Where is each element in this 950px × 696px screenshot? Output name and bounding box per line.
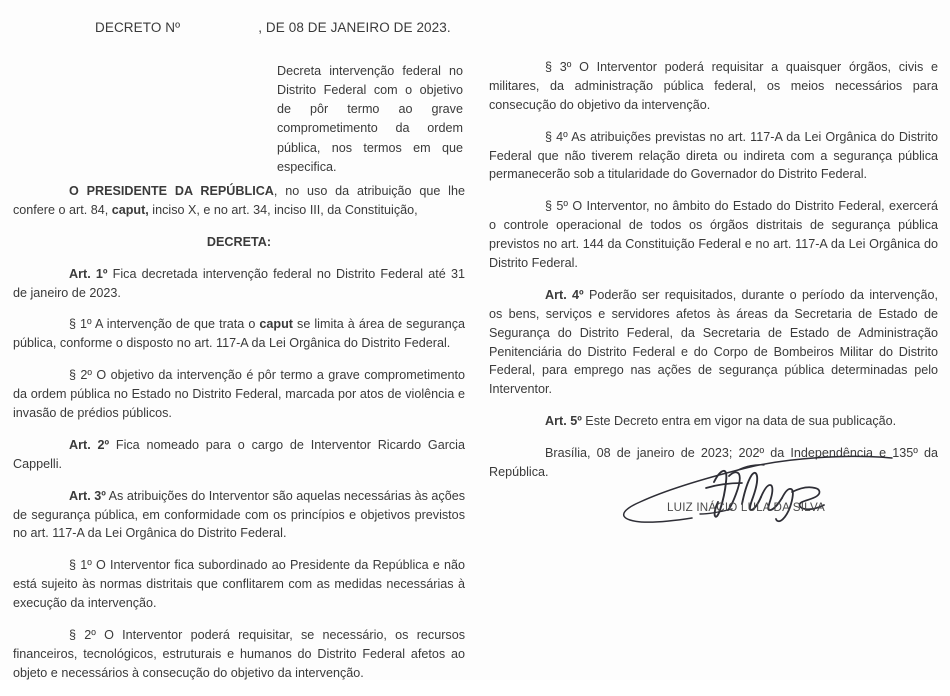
article-3-paragraph-1 bbox=[13, 556, 465, 613]
signature-block bbox=[596, 452, 896, 527]
article-1-label: Art. 1º bbox=[69, 266, 108, 281]
article-3-text: As atribuições do Interventor são aquelas necessárias às ações de segurança pública, em conformidade com os princípios e objetivos previstos no art. 117-A da Lei Orgânica do Distrito Federal. bbox=[13, 488, 465, 541]
article-3-paragraph-4-text: As atribuições previstas no art. 117-A da Lei Orgânica do Distrito Federal que não tiverem relação direta ou indireta com a segurança pública permanecerão sob a titularidade do Governador do Distrito Federal. bbox=[489, 129, 938, 182]
article-5 bbox=[489, 412, 938, 431]
article-3-paragraph-2-label: § 2º bbox=[69, 628, 96, 643]
article-1-paragraph-1-label: § 1º bbox=[69, 317, 92, 332]
article-2-text: Fica nomeado para o cargo de Interventor Ricardo Garcia Cappelli. bbox=[13, 437, 465, 471]
article-3-paragraph-3-text: O Interventor poderá requisitar a quaisquer órgãos, civis e militares, da administração pública federal, os meios necessários para consecução do objetivo da intervenção. bbox=[489, 60, 939, 112]
article-2-label: Art. 2º bbox=[69, 437, 110, 452]
ementa-summary: Decreta intervenção federal no Distrito Federal com o objetivo de pôr termo ao grave comprometimento da ordem pública, nos termos em que especifica. bbox=[277, 64, 463, 174]
article-3-paragraph-5-label: § 5º bbox=[545, 199, 568, 214]
document-header bbox=[95, 20, 451, 35]
decree-number-label: DECRETO Nº bbox=[95, 20, 181, 35]
article-5-label: Art. 5º bbox=[545, 414, 582, 429]
article-1-paragraph-2 bbox=[13, 366, 465, 423]
dateline: Brasília, 08 de janeiro de 2023; 202º da Independência e 135º da República. bbox=[489, 446, 938, 480]
article-4-label: Art. 4º bbox=[545, 287, 584, 302]
article-3 bbox=[13, 487, 465, 544]
article-3-paragraph-1-text: O Interventor fica subordinado ao Presidente da República e não está sujeito às normas distritais que conflitarem com as medidas necessárias à execução da intervenção. bbox=[13, 558, 465, 611]
signatory-name: LUIZ INÁCIO LULA DA SILVA bbox=[667, 501, 825, 514]
preamble-authority: O PRESIDENTE DA REPÚBLICA bbox=[69, 184, 274, 198]
preamble-paragraph bbox=[13, 182, 465, 220]
article-3-paragraph-4 bbox=[489, 128, 938, 185]
preamble-caput: caput, bbox=[111, 202, 149, 217]
decree-date-text: , DE 08 DE JANEIRO DE 2023. bbox=[258, 20, 451, 35]
article-1 bbox=[13, 265, 465, 303]
article-3-paragraph-2 bbox=[13, 626, 465, 683]
preamble-rest-1: , no uso da atribuição que lhe confere o art. 84, bbox=[13, 184, 465, 217]
article-1-paragraph-2-text: O objetivo da intervenção é pôr termo a grave comprometimento da ordem pública no Estado no Distrito Federal, marcada por atos de violência e invasão de prédios públicos. bbox=[13, 368, 465, 421]
article-3-paragraph-2-text: O Interventor poderá requisitar, se necessário, os recursos financeiros, tecnológicos, estruturais e humanos do Distrito Federal afetos ao objeto e necessários à consecução do objetivo da intervenção. bbox=[13, 628, 465, 680]
article-3-paragraph-5-text: O Interventor, no âmbito do Estado do Distrito Federal, exercerá o controle operacional de todos os órgãos distritais de segurança pública previstos no art. 144 da Constituição Federal e no art. 117-A da Lei Orgânica do Distrito Federal. bbox=[489, 199, 939, 271]
column-left bbox=[13, 182, 465, 696]
article-4 bbox=[489, 286, 938, 399]
article-2 bbox=[13, 436, 465, 474]
article-3-paragraph-1-label: § 1º bbox=[69, 558, 92, 573]
article-3-paragraph-5 bbox=[489, 197, 938, 273]
article-1-paragraph-1-caput: caput bbox=[259, 317, 293, 332]
article-3-paragraph-3-label: § 3º bbox=[545, 60, 572, 74]
article-3-label: Art. 3º bbox=[69, 488, 106, 503]
column-right bbox=[489, 58, 938, 495]
article-5-text: Este Decreto entra em vigor na data de sua publicação. bbox=[581, 414, 897, 429]
article-1-paragraph-1 bbox=[13, 315, 465, 353]
handwritten-signature-icon bbox=[596, 452, 896, 527]
article-3-paragraph-4-label: § 4º bbox=[545, 129, 568, 144]
enacting-clause: DECRETA: bbox=[206, 234, 272, 249]
article-4-text: Poderão ser requisitados, durante o período da intervenção, os bens, serviços e servidores afetos às áreas da Secretaria de Estado de Segurança do Distrito Federal, da Secretaria de Estado de Administração Penitenciária do Distrito Federal e do Corpo de Bombeiros Militar do Distrito Federal, para emprego nas ações de segurança pública determinadas pelo Interventor. bbox=[489, 287, 938, 397]
article-1-paragraph-1-text-a: A intervenção de que trata o bbox=[91, 317, 260, 332]
article-1-paragraph-2-label: § 2º bbox=[69, 368, 93, 383]
article-1-text: Fica decretada intervenção federal no Distrito Federal até 31 de janeiro de 2023. bbox=[13, 266, 465, 300]
article-1-paragraph-1-text-b: se limita à área de segurança pública, conforme o disposto no art. 117-A da Lei Orgânica do Distrito Federal. bbox=[13, 317, 465, 351]
article-3-paragraph-3 bbox=[489, 58, 938, 115]
preamble-rest-2: inciso X, e no art. 34, inciso III, da Constituição, bbox=[148, 202, 418, 217]
